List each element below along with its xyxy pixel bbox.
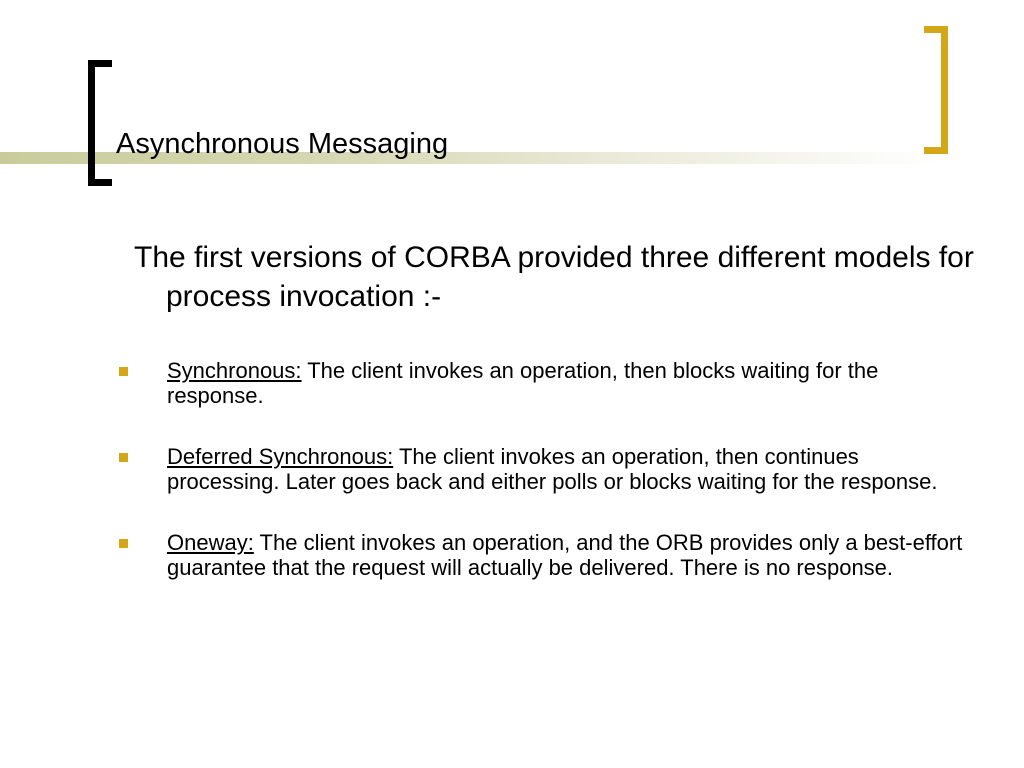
bullet-text: The client invokes an operation, then blocks waiting for the response. (167, 358, 879, 408)
square-bullet-icon (119, 367, 128, 376)
bullet-term: Deferred Synchronous: (167, 444, 394, 469)
left-bracket-decoration (88, 60, 112, 186)
slide-title: Asynchronous Messaging (116, 128, 449, 160)
bullet-list (117, 358, 967, 616)
bullet-item-deferred-synchronous (117, 444, 967, 494)
bullet-term: Oneway: (167, 530, 254, 555)
square-bullet-icon (119, 453, 128, 462)
right-bracket-decoration (924, 26, 948, 154)
bullet-text: The client invokes an operation, and the ORB provides only a best-effort guarantee that the request will actually be delivered. There is no response. (167, 530, 963, 580)
intro-paragraph: The first versions of CORBA provided three different models for process invocation :- (134, 241, 974, 313)
bullet-item-synchronous (117, 358, 967, 408)
square-bullet-icon (119, 539, 128, 548)
bullet-item-oneway (117, 530, 967, 580)
bullet-term: Synchronous: (167, 358, 302, 383)
bullet-text: The client invokes an operation, then continues processing. Later goes back and either polls or blocks waiting for the response. (167, 444, 938, 494)
